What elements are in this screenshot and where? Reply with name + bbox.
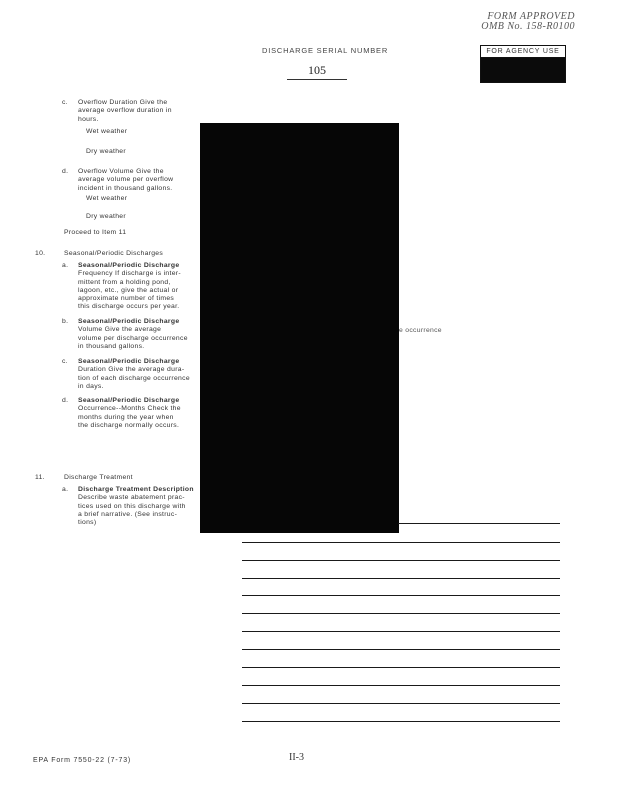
narrative-answer-line [242, 703, 560, 704]
text-line: Seasonal/Periodic Discharge [78, 358, 180, 365]
narrative-answer-line [398, 523, 560, 524]
item-c-description [78, 99, 172, 124]
text-line: Overflow Duration Give the [78, 99, 168, 106]
item-10b-letter: b. [62, 318, 69, 325]
text-line: this discharge occurs per year. [78, 303, 180, 311]
item-10-title: Seasonal/Periodic Discharges [64, 250, 164, 257]
item-10d-description [78, 397, 181, 430]
text-line: Overflow Volume Give the [78, 168, 164, 175]
item-c-dry-weather: Dry weather [86, 148, 126, 155]
text-line: Seasonal/Periodic Discharge [78, 318, 180, 325]
item-d-wet-weather: Wet weather [86, 195, 128, 202]
narrative-answer-line [242, 667, 560, 668]
item-11-number: 11. [35, 474, 45, 481]
narrative-answer-line [242, 649, 560, 650]
item-d-letter: d. [62, 168, 69, 175]
narrative-answer-line [242, 542, 560, 543]
text-line: lagoon, etc., give the actual or [78, 286, 179, 294]
text-line: tions) [78, 519, 97, 527]
text-line: tion of each discharge occurrence [78, 374, 190, 382]
item-11a-description [78, 486, 194, 527]
text-line: Duration Give the average dura- [78, 366, 185, 374]
agency-use-box [480, 45, 566, 83]
text-line: Frequency If discharge is inter- [78, 270, 181, 278]
item-10-number: 10. [35, 250, 46, 257]
agency-use-label: FOR AGENCY USE [481, 46, 565, 58]
item-11a-letter: a. [62, 486, 69, 493]
item-10d-letter: d. [62, 397, 69, 404]
text-line: average overflow duration in [78, 107, 172, 115]
text-line: tices used on this discharge with [78, 502, 186, 510]
narrative-answer-line [242, 721, 560, 722]
text-line: Occurrence--Months Check the [78, 405, 181, 413]
item-10c-description [78, 358, 190, 391]
text-line: average volume per overflow [78, 176, 174, 184]
narrative-answer-line [242, 595, 560, 596]
text-line: Describe waste abatement prac- [78, 494, 185, 502]
item-11-title: Discharge Treatment [64, 474, 133, 481]
item-d-dry-weather: Dry weather [86, 213, 126, 220]
text-line: Discharge Treatment Description [78, 486, 194, 493]
narrative-answer-line [242, 560, 560, 561]
narrative-answer-line [242, 631, 560, 632]
item-10a-letter: a. [62, 262, 69, 269]
item-10a-description [78, 262, 181, 312]
text-line: approximate number of times [78, 295, 175, 303]
proceed-instruction: Proceed to Item 11 [64, 229, 127, 236]
form-approved-stamp [470, 12, 575, 32]
text-line: volume per discharge occurrence [78, 334, 188, 342]
item-c-wet-weather: Wet weather [86, 128, 128, 135]
text-line: Seasonal/Periodic Discharge [78, 262, 180, 269]
text-line: months during the year when [78, 413, 174, 421]
discharge-serial-label: DISCHARGE SERIAL NUMBER [262, 46, 389, 55]
item-10c-letter: c. [62, 358, 68, 365]
narrative-answer-line [242, 685, 560, 686]
item-c-letter: c. [62, 99, 68, 106]
narrative-answer-line [242, 613, 560, 614]
text-line: in days. [78, 382, 104, 390]
text-line: in thousand gallons. [78, 342, 145, 350]
text-line: Volume Give the average [78, 326, 162, 334]
text-line: a brief narrative. (See instruc- [78, 510, 178, 518]
text-line: incident in thousand gallons. [78, 184, 173, 192]
form-approved-text: FORM APPROVED [487, 11, 575, 22]
omb-number: OMB No. 158-R0100 [481, 21, 575, 32]
redaction-block [200, 123, 399, 533]
item-d-description [78, 168, 173, 193]
text-line: mittent from a holding pond, [78, 278, 171, 286]
narrative-answer-line [242, 578, 560, 579]
page-number: II-3 [289, 752, 304, 763]
text-line: the discharge normally occurs. [78, 421, 180, 429]
occurrence-fragment: e occurrence [399, 327, 442, 334]
text-line: Seasonal/Periodic Discharge [78, 397, 180, 404]
text-line: hours. [78, 115, 99, 123]
form-identifier: EPA Form 7550-22 (7-73) [33, 757, 132, 764]
discharge-serial-number: 105 [287, 63, 347, 80]
item-10b-description [78, 318, 188, 351]
